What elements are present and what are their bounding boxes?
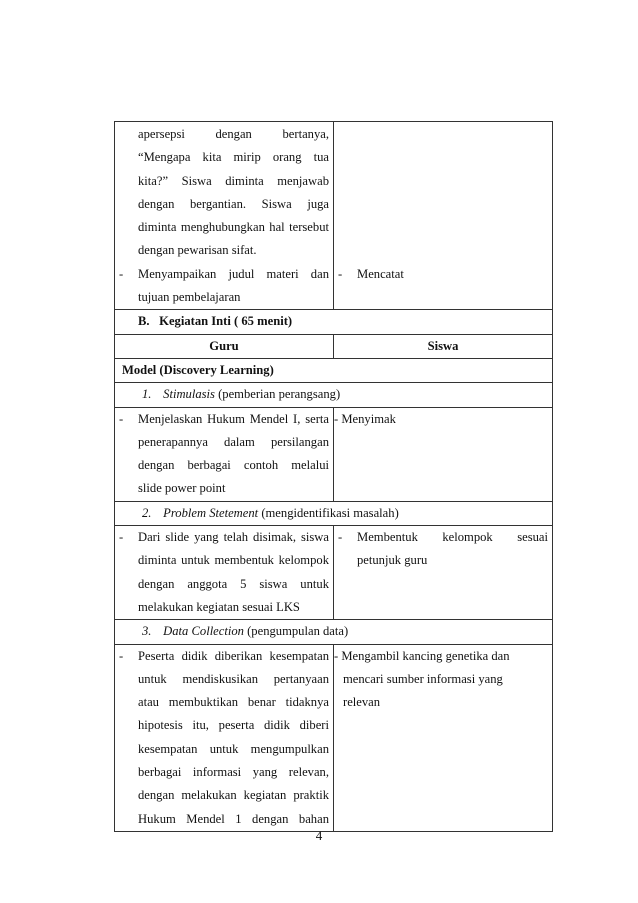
text-line: kita?” Siswa diminta menjawab (138, 173, 329, 188)
step-heading (115, 501, 553, 525)
section-heading (115, 310, 553, 334)
guru-cell (115, 122, 334, 310)
text-line: dengan melakukan kegiatan praktik (138, 788, 329, 803)
text-line: Menjelaskan Hukum Mendel I, serta (138, 411, 329, 426)
step-heading (115, 620, 553, 644)
text-line: - Mengambil kancing genetika dan (334, 648, 510, 663)
step-number: 3. (142, 624, 152, 639)
table-row (115, 526, 553, 620)
step-number: 2. (142, 505, 152, 520)
step-subtitle: (pemberian perangsang) (214, 387, 341, 402)
step-italic-title: Problem Stetement (163, 505, 259, 520)
step-heading-row (115, 383, 553, 407)
siswa-cell (334, 644, 553, 831)
text-line: hipotesis itu, peserta didik diberi (138, 718, 329, 733)
bullet-dash: - (119, 530, 124, 545)
step-italic-title: Stimulasis (163, 387, 215, 402)
text-line: dengan anggota 5 siswa untuk (138, 576, 329, 591)
step-subtitle: (mengidentifikasi masalah) (258, 505, 399, 520)
table-row (115, 407, 553, 501)
bullet-dash: - (119, 411, 124, 426)
siswa-cell (334, 122, 553, 310)
header-guru: Guru (115, 334, 334, 358)
bullet-dash: - (119, 648, 124, 663)
bullet-dash: - (338, 530, 343, 545)
step-subtitle: (pengumpulan data) (243, 624, 349, 639)
step-heading (115, 383, 553, 407)
bullet-dash: - (119, 266, 124, 281)
table-header-row (115, 334, 553, 358)
text-line: diminta untuk membentuk kelompok (138, 553, 329, 568)
section-number: B. (138, 314, 150, 329)
header-siswa: Siswa (334, 334, 553, 358)
siswa-cell (334, 407, 553, 501)
text-line: Peserta didik diberikan kesempatan (138, 648, 329, 663)
text-line: mencari sumber informasi yang (343, 671, 503, 686)
text-line: berbagai informasi yang relevan, (138, 765, 329, 780)
table-row (115, 644, 553, 831)
text-line: petunjuk guru (357, 553, 428, 568)
text-line: Menyampaikan judul materi dan (138, 266, 329, 281)
bullet-dash: - (338, 267, 343, 282)
table-row (115, 122, 553, 310)
text-line: Mencatat (357, 267, 404, 282)
step-italic-title: Data Collection (163, 624, 244, 639)
text-line: apersepsi dengan bertanya, (138, 127, 329, 141)
section-title: Kegiatan Inti ( 65 menit) (159, 314, 293, 329)
page-number: 4 (315, 828, 323, 843)
step-number: 1. (142, 387, 152, 402)
model-title: Model (Discovery Learning) (115, 358, 553, 382)
section-heading-row (115, 310, 553, 334)
text-line: untuk mendiskusikan pertanyaan (138, 671, 329, 686)
text-line: dengan pewarisan sifat. (138, 243, 257, 258)
guru-cell (115, 407, 334, 501)
text-line: Dari slide yang telah disimak, siswa (138, 530, 329, 545)
text-line: dengan bergantian. Siswa juga (138, 196, 329, 211)
text-line: penerapannya dalam persilangan (138, 434, 329, 449)
lesson-table (114, 121, 553, 832)
text-line: dengan berbagai contoh melalui (138, 458, 329, 473)
guru-cell (115, 644, 334, 831)
step-heading-row (115, 620, 553, 644)
guru-cell (115, 526, 334, 620)
model-row (115, 358, 553, 382)
text-line: melakukan kegiatan sesuai LKS (138, 599, 300, 614)
text-line: slide power point (138, 481, 226, 496)
text-line: - Menyimak (334, 411, 396, 426)
text-line: Hukum Mendel 1 dengan bahan (138, 811, 329, 826)
text-line: Membentuk kelompok sesuai (357, 530, 548, 545)
step-heading-row (115, 501, 553, 525)
text-line: “Mengapa kita mirip orang tua (138, 150, 329, 165)
text-line: kesempatan untuk mengumpulkan (138, 741, 329, 756)
siswa-cell (334, 526, 553, 620)
text-line: diminta menghubungkan hal tersebut (138, 220, 329, 235)
text-line: tujuan pembelajaran (138, 290, 241, 305)
text-line: atau membuktikan benar tidaknya (138, 695, 329, 710)
text-line: relevan (343, 695, 381, 710)
